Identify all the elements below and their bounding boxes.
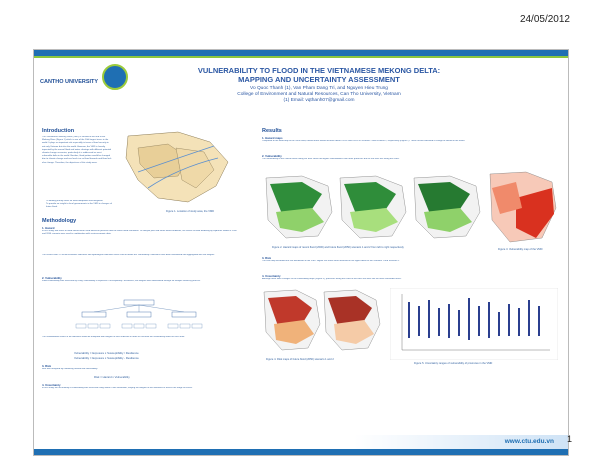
formula-risk: Risk = Hazard x Vulnerability <box>94 375 130 379</box>
results-risk-subheading: 3. Risk <box>262 256 272 260</box>
method-hazard-subheading: 1. Hazard <box>42 226 55 230</box>
hierarchy-diagram <box>74 298 204 334</box>
results-uncertainty-subheading: 4. Uncertainty <box>262 274 281 278</box>
title-line-2: MAPPING AND UNCERTAINTY ASSESSMENT <box>238 75 400 84</box>
figure-3-caption: Figure 3. Vulnerability map of the VMD <box>498 248 543 251</box>
method-risk-text: Risk was analyzed by combining hazard and vulnerability. <box>42 368 98 370</box>
website-link[interactable]: www.ctu.edu.vn <box>504 438 554 445</box>
results-vulnerability-text: The vulnerability of the coastal areas along the East coast had higher vulnerabilities than other provinces due to sea level rise along the coast. <box>262 158 400 160</box>
page-number: 1 <box>566 434 572 444</box>
poster-top-accent <box>34 56 568 58</box>
method-risk-subheading: 3. Risk <box>42 364 52 368</box>
figure-1-caption: Figure 1. Location of study area, the VMD <box>166 210 215 213</box>
formula-vulnerability-1: Vulnerability = Exposure x Susceptibility / Resilience <box>74 351 139 355</box>
vulnerability-map <box>486 168 560 246</box>
method-hazard-text: In this study, two levels of flood hazard were used based on previous and the future flood simulation. To analyze past and future flood conditions, the results of flood modeling by Hydraulic Model in 2000 and 2050 scenario were used in combination with socio-economic data. <box>42 230 237 236</box>
results-hazard-text: Compared to the flood map of the 2000 flood, hazard areas would increase about 5.63% and 0.85% in scenario 1 and scenario 2, respectively (Figure 2). These results indicated a change of hazard in the future. <box>262 140 466 142</box>
study-area-map <box>118 128 238 208</box>
introduction-text: The Vietnamese Mekong Delta (VMD) is located at the end of the Mekong River (Figure 1) which is one of the 10th largest rivers in the world. It plays an important role especially in terms of food security in not only Vietnam but also the world. However, the VMD is heavily impacted by the annual flood and water shortage with different potential climate change scenarios; particularly it is addressed as most vulnerable delta in the world. Besides, flood pattern would be changed due to climate change and sea level rise so flood hazards and flood risk also change. Therefore, the objectives of this study were: <box>42 136 112 164</box>
risk-map-scenario-2 <box>324 290 380 350</box>
objective-item: To identify priority areas for flood adaptation and mitigation. <box>46 200 104 202</box>
figure-5-caption: Figure 5. Uncertainty ranges of vulnerability of provinces in the VMD <box>414 362 493 365</box>
authors: Vo Quoc Thanh (1), Van Pham Dang Tri, and Nguyen Hieu Trung <box>250 86 388 91</box>
hazard-map-scenario-1 <box>340 176 406 238</box>
method-vulnerability-subheading: 2. Vulnerability <box>42 276 62 280</box>
risk-maps <box>262 288 382 356</box>
authors-block <box>154 86 484 104</box>
results-hazard-subheading: 1. Hazard maps <box>262 136 283 140</box>
hazard-map-scenario-2 <box>414 176 480 238</box>
objectives-list <box>46 200 112 212</box>
results-vulnerability-subheading: 2. Vulnerability <box>262 154 282 158</box>
results-uncertainty-text: Although there were changes of the vulnerability maps (Figure 5), provinces along the coast of the East sea were still the most vulnerable areas. <box>262 278 402 280</box>
affiliation: College of Environment and Natural Resources, Can Tho University, Vietnam <box>237 92 401 97</box>
formula-vulnerability-2: Vulnerability = Exposure x Susceptibility - Resilience <box>74 356 139 360</box>
figure-2-caption: Figure 2. Hazard maps of recent flood (2000) and future flood (2050) scenario 1 and 2 from left to right respectively <box>272 246 404 249</box>
uncertainty-chart <box>390 288 558 360</box>
objective-item: To provide an insight to local governments in the VMD in changes of future flood. <box>46 203 112 209</box>
risk-map-scenario-1 <box>264 290 320 350</box>
method-uncertainty-subheading: 4. Uncertainty <box>42 383 61 387</box>
method-index-text: The standardized values of all indicators would be multiplied with weights of each indicator in order to calculate the vulnerability index for each area. <box>42 336 185 338</box>
method-vulnerability-text: Flood vulnerability was assessed by using Vulnerability = Exposure x Susceptibility / Resilience; the weights were determined through an analytic hierarchy process. <box>42 280 201 282</box>
poster <box>33 49 569 456</box>
university-emblem-icon <box>102 64 128 90</box>
title-line-1: VULNERABILITY TO FLOOD IN THE VIETNAMESE MEKONG DELTA: <box>197 66 441 75</box>
institution-name: CANTHO UNIVERSITY <box>40 79 99 85</box>
university-logo <box>40 64 160 94</box>
introduction-heading: Introduction <box>42 128 75 134</box>
email: (1) Email: vqthanh07@gmail.com <box>283 98 355 103</box>
figure-4-caption: Figure 4. Risk maps of future flood (2050) scenario 1 and 2 <box>266 358 334 361</box>
methodology-heading: Methodology <box>42 218 77 224</box>
results-heading: Results <box>262 128 282 134</box>
method-uncertainty-text: In this study, the uncertainty of vulnerability was assessed using Monte Carlo simulation, varying the weights of the indicators to assess the range of results. <box>42 387 193 389</box>
results-risk-text: The Risk map illustrated the risk distribution in the VMD. Higher risk areas were observed in the upper delta for the Scenario 1 and Scenario 2. <box>262 260 400 262</box>
page-date: 24/05/2012 <box>519 14 570 25</box>
method-indicators-text: The results from 12 social-economic indicators and hydrological indicators were used to define the Vulnerability. Indicators have been normalized and aggregated with the weights. <box>42 254 215 256</box>
poster-bottom-bar <box>34 449 568 455</box>
hazard-maps <box>262 172 482 244</box>
poster-title <box>154 66 484 84</box>
hazard-map-2000 <box>266 176 332 238</box>
